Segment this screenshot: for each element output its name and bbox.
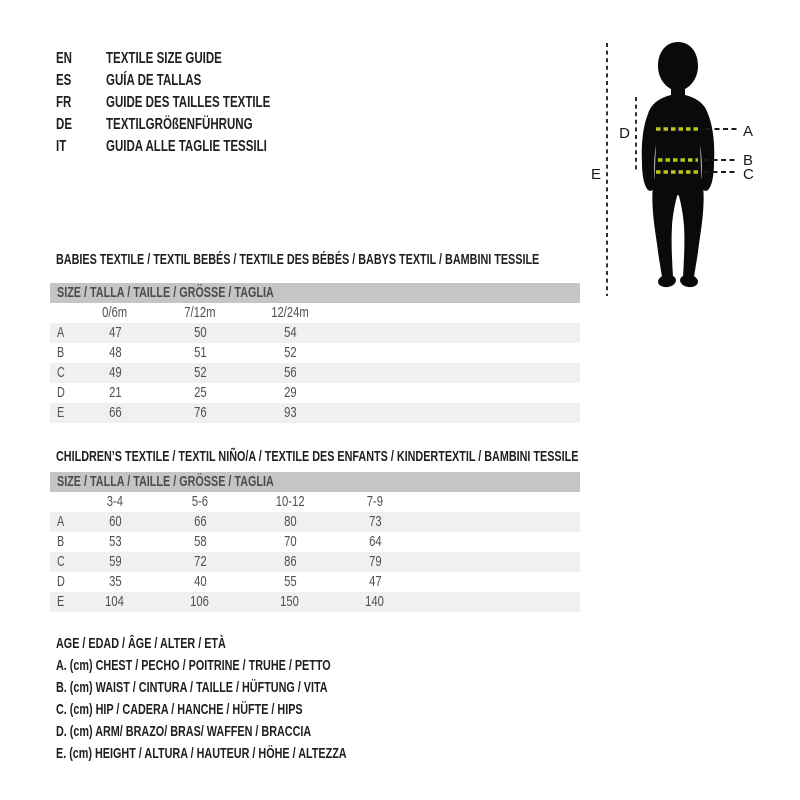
table-row-b xyxy=(50,532,580,552)
row-letter-cell: C xyxy=(57,553,65,570)
size-value-cell: 35 xyxy=(108,573,122,590)
size-value-cell: 79 xyxy=(368,553,382,570)
column-header-cell: 3-4 xyxy=(106,493,124,510)
size-value-cell: 104 xyxy=(105,593,125,610)
filler-cell xyxy=(420,512,580,532)
size-value-cell: 73 xyxy=(368,513,382,530)
size-value-cell: 76 xyxy=(193,404,207,421)
size-value-cell: 140 xyxy=(365,593,385,610)
size-value-cell: 86 xyxy=(283,553,297,570)
table-row-b xyxy=(50,343,580,363)
children-section-title xyxy=(56,447,782,467)
size-value-cell xyxy=(330,383,420,403)
language-row-it xyxy=(56,136,334,158)
column-header-row xyxy=(50,492,580,512)
size-header-bar xyxy=(50,472,580,492)
language-title xyxy=(106,136,329,158)
language-code xyxy=(56,114,106,136)
size-value-cell: 49 xyxy=(108,364,122,381)
legend-line-arm: D. (cm) ARM/ BRAZO/ BRAS/ WAFFEN / BRACCIA xyxy=(56,723,312,740)
filler-cell xyxy=(420,343,580,363)
language-code-text: DE xyxy=(56,116,73,133)
row-letter-cell: A xyxy=(57,324,65,341)
language-code-text: FR xyxy=(56,94,72,111)
language-row-fr xyxy=(56,92,334,114)
filler-cell xyxy=(420,403,580,423)
column-header-cell: 12/24m xyxy=(271,304,309,321)
size-value-cell: 50 xyxy=(193,324,207,341)
size-value-cell xyxy=(330,403,420,423)
language-title-list xyxy=(56,48,334,158)
size-value-cell: 53 xyxy=(108,533,122,550)
size-value-cell: 52 xyxy=(283,344,297,361)
arm-marker-label: D xyxy=(619,125,630,142)
babies-section-title-text: BABIES TEXTILE / TEXTIL BEBÉS / TEXTILE DES BÉBÉS / BABYS TEXTIL / BAMBINI TESSILE xyxy=(56,251,540,268)
language-row-en xyxy=(56,48,334,70)
size-value-cell: 106 xyxy=(190,593,210,610)
size-value-cell: 58 xyxy=(193,533,207,550)
language-title-text: GUIDE DES TAILLES TEXTILE xyxy=(106,94,271,111)
empty-cell xyxy=(50,492,80,512)
row-letter-cell: A xyxy=(57,513,65,530)
size-value-cell xyxy=(330,323,420,343)
language-title-text: TEXTILGRÖßENFÜHRUNG xyxy=(106,116,253,133)
chest-marker-label: A xyxy=(743,123,754,140)
table-row-a xyxy=(50,323,580,343)
language-title-text: GUÍA DE TALLAS xyxy=(106,72,202,89)
row-letter-cell: C xyxy=(57,364,65,381)
size-value-cell: 40 xyxy=(193,573,207,590)
language-title xyxy=(106,92,334,114)
row-letter-cell: B xyxy=(57,344,65,361)
legend-line-waist: B. (cm) WAIST / CINTURA / TAILLE / HÜFTUNG / VITA xyxy=(56,679,328,696)
size-value-cell: 80 xyxy=(283,513,297,530)
language-title xyxy=(106,70,238,92)
waist-marker-label: B xyxy=(743,152,754,169)
size-value-cell: 21 xyxy=(108,384,122,401)
language-code xyxy=(56,136,106,158)
size-value-cell: 51 xyxy=(193,344,207,361)
column-header-cell xyxy=(330,303,420,323)
language-code xyxy=(56,48,106,70)
legend-line-chest: A. (cm) CHEST / PECHO / POITRINE / TRUHE / PETTO xyxy=(56,657,331,674)
filler-cell xyxy=(420,552,580,572)
babies-size-table xyxy=(50,283,580,423)
size-value-cell: 59 xyxy=(108,553,122,570)
legend-line-age: AGE / EDAD / ÂGE / ALTER / ETÀ xyxy=(56,635,226,652)
filler-cell xyxy=(420,363,580,383)
size-value-cell: 56 xyxy=(283,364,297,381)
size-value-cell: 52 xyxy=(193,364,207,381)
column-header-row xyxy=(50,303,580,323)
row-letter-cell: D xyxy=(57,573,65,590)
language-title xyxy=(106,48,267,70)
measurement-legend xyxy=(56,633,460,765)
filler-cell xyxy=(420,492,580,512)
table-row-e xyxy=(50,403,580,423)
table-row-a xyxy=(50,512,580,532)
size-value-cell: 47 xyxy=(368,573,382,590)
language-code-text: EN xyxy=(56,50,73,67)
legend-line-height: E. (cm) HEIGHT / ALTURA / HAUTEUR / HÖHE / ALTEZZA xyxy=(56,745,347,762)
language-title-text: TEXTILE SIZE GUIDE xyxy=(106,50,222,67)
size-value-cell: 66 xyxy=(108,404,122,421)
table-row-c xyxy=(50,363,580,383)
legend-line-hip: C. (cm) HIP / CADERA / HANCHE / HÜFTE / HIPS xyxy=(56,701,303,718)
column-header-cell: 7-9 xyxy=(366,493,384,510)
language-title-text: GUIDA ALLE TAGLIE TESSILI xyxy=(106,138,267,155)
table-row-c xyxy=(50,552,580,572)
language-code-text: ES xyxy=(56,72,72,89)
size-value-cell: 93 xyxy=(283,404,297,421)
filler-cell xyxy=(420,532,580,552)
size-value-cell: 70 xyxy=(283,533,297,550)
size-value-cell: 72 xyxy=(193,553,207,570)
column-header-cell: 10-12 xyxy=(275,493,305,510)
row-letter-cell: B xyxy=(57,533,65,550)
row-letter-cell: E xyxy=(57,404,65,421)
column-header-cell: 7/12m xyxy=(184,304,216,321)
size-value-cell: 48 xyxy=(108,344,122,361)
size-header-bar xyxy=(50,283,580,303)
size-value-cell: 64 xyxy=(368,533,382,550)
size-header-label: SIZE / TALLA / TAILLE / GRÖSSE / TAGLIA xyxy=(57,473,274,490)
size-value-cell xyxy=(330,343,420,363)
language-title xyxy=(106,114,310,136)
hip-marker-label: C xyxy=(743,166,754,183)
table-row-d xyxy=(50,383,580,403)
filler-cell xyxy=(420,303,580,323)
height-marker-label: E xyxy=(590,166,601,183)
empty-cell xyxy=(50,303,80,323)
column-header-cell: 0/6m xyxy=(102,304,128,321)
size-value-cell: 54 xyxy=(283,324,297,341)
language-row-es xyxy=(56,70,334,92)
size-value-cell: 29 xyxy=(283,384,297,401)
row-letter-cell: E xyxy=(57,593,65,610)
table-row-d xyxy=(50,572,580,592)
size-value-cell xyxy=(330,363,420,383)
language-row-de xyxy=(56,114,334,136)
size-value-cell: 150 xyxy=(280,593,300,610)
filler-cell xyxy=(420,592,580,612)
language-code-text: IT xyxy=(56,138,67,155)
table-row-e xyxy=(50,592,580,612)
column-header-cell: 5-6 xyxy=(191,493,209,510)
row-letter-cell: D xyxy=(57,384,65,401)
filler-cell xyxy=(420,323,580,343)
language-code xyxy=(56,92,106,114)
size-value-cell: 66 xyxy=(193,513,207,530)
children-size-table xyxy=(50,472,580,612)
children-section-title-text: CHILDREN’S TEXTILE / TEXTIL NIÑO/A / TEXTILE DES ENFANTS / KINDERTEXTIL / BAMBINI TESSILE xyxy=(56,448,579,465)
filler-cell xyxy=(420,572,580,592)
size-value-cell: 55 xyxy=(283,573,297,590)
size-header-label: SIZE / TALLA / TAILLE / GRÖSSE / TAGLIA xyxy=(57,284,274,301)
size-value-cell: 25 xyxy=(193,384,207,401)
language-code xyxy=(56,70,106,92)
babies-section-title xyxy=(56,250,727,270)
size-value-cell: 60 xyxy=(108,513,122,530)
size-value-cell: 47 xyxy=(108,324,122,341)
filler-cell xyxy=(420,383,580,403)
